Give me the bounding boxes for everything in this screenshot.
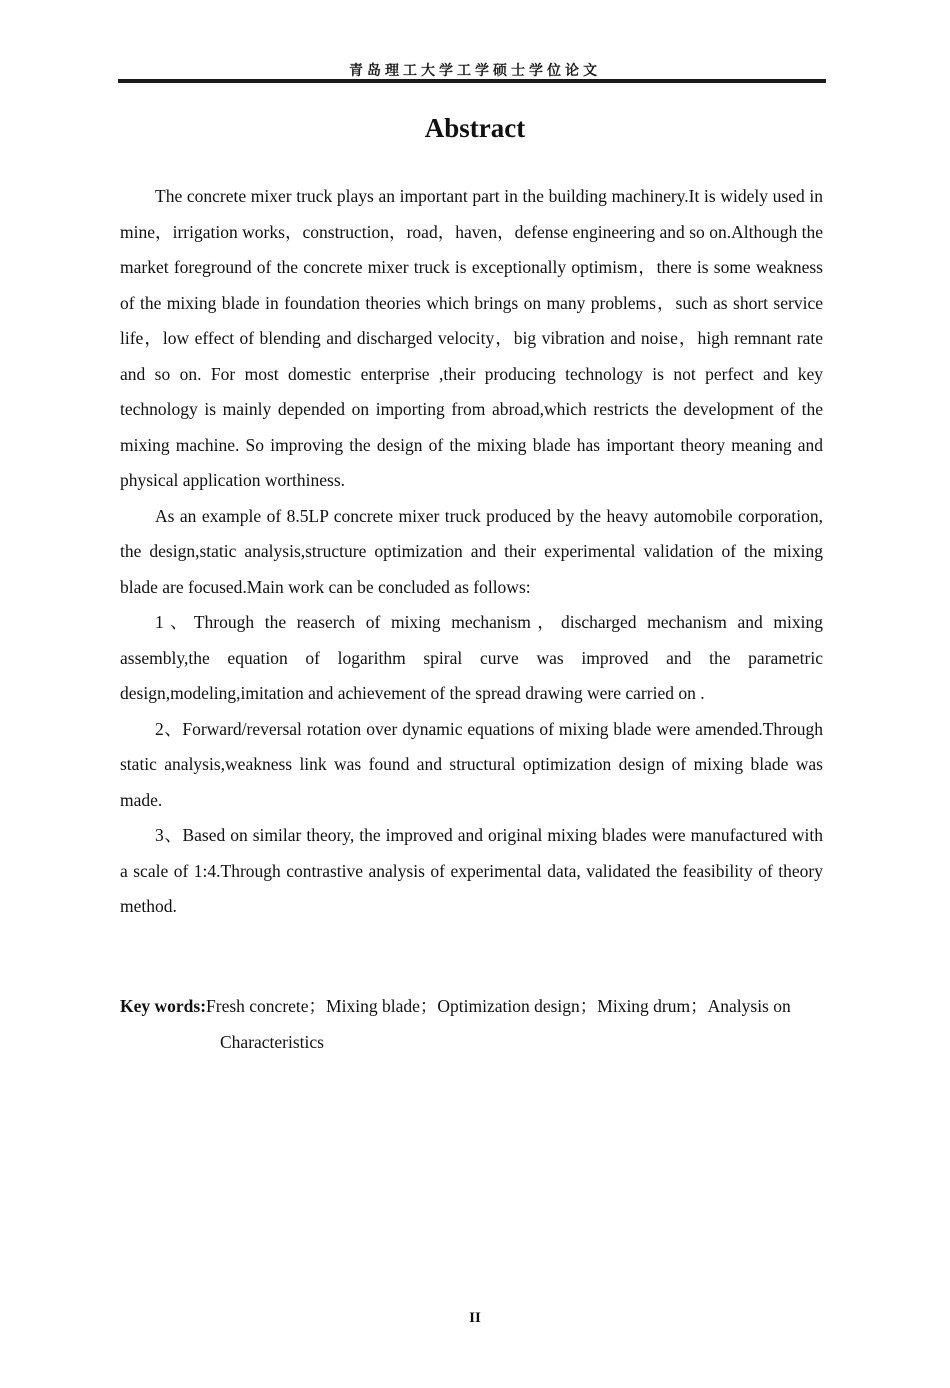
- keywords-label: Key words:: [120, 996, 207, 1016]
- abstract-paragraph-4: 2、Forward/reversal rotation over dynamic equations of mixing blade were amended.Through static analysis,weakness link was found and structural optimization design of mixing blade was made.: [120, 718, 823, 810]
- abstract-paragraph-5: 3、Based on similar theory, the improved and original mixing blades were manufactured with a scale of 1:4.Through contrastive analysis of experimental data, validated the feasibility of theory method.: [120, 825, 823, 916]
- keywords-text: Fresh concrete；Mixing blade；Optimization design；Mixing drum；Analysis on Characteristics: [206, 996, 791, 1052]
- abstract-paragraph-3: 1、Through the reaserch of mixing mechanism，discharged mechanism and mixing assembly,the equation of logarithm spiral curve was improved and the parametric design,modeling,imitation and achievement of the spread drawing were carried on .: [120, 612, 823, 703]
- keywords: [120, 989, 823, 1060]
- abstract-paragraph-2: As an example of 8.5LP concrete mixer truck produced by the heavy automobile corporation, the design,static analysis,structure optimization and their experimental validation of the mixing blade are focused.Main work can be concluded as follows:: [120, 505, 823, 597]
- page-title: Abstract: [424, 113, 526, 143]
- header-rule: [118, 79, 826, 83]
- abstract-body: [120, 179, 823, 925]
- page-number: II: [469, 1310, 481, 1326]
- running-header: 青岛理工大学工学硕士学位论文: [349, 63, 601, 79]
- abstract-paragraph-1: The concrete mixer truck plays an important part in the building machinery.It is widely used in mine，irrigation works，construction，road，haven，defense engineering and so on.Although the market foreground of the concrete mixer truck is exceptionally optimism，there is some weakness of the mixing blade in foundation theories which brings on many problems，such as short service life，low effect of blending and discharged velocity，big vibration and noise，high remnant rate and so on. For most domestic enterprise ,their producing technology is not perfect and key technology is mainly depended on importing from abroad,which restricts the development of the mixing machine. So improving the design of the mixing blade has important theory meaning and physical application worthiness.: [120, 186, 823, 490]
